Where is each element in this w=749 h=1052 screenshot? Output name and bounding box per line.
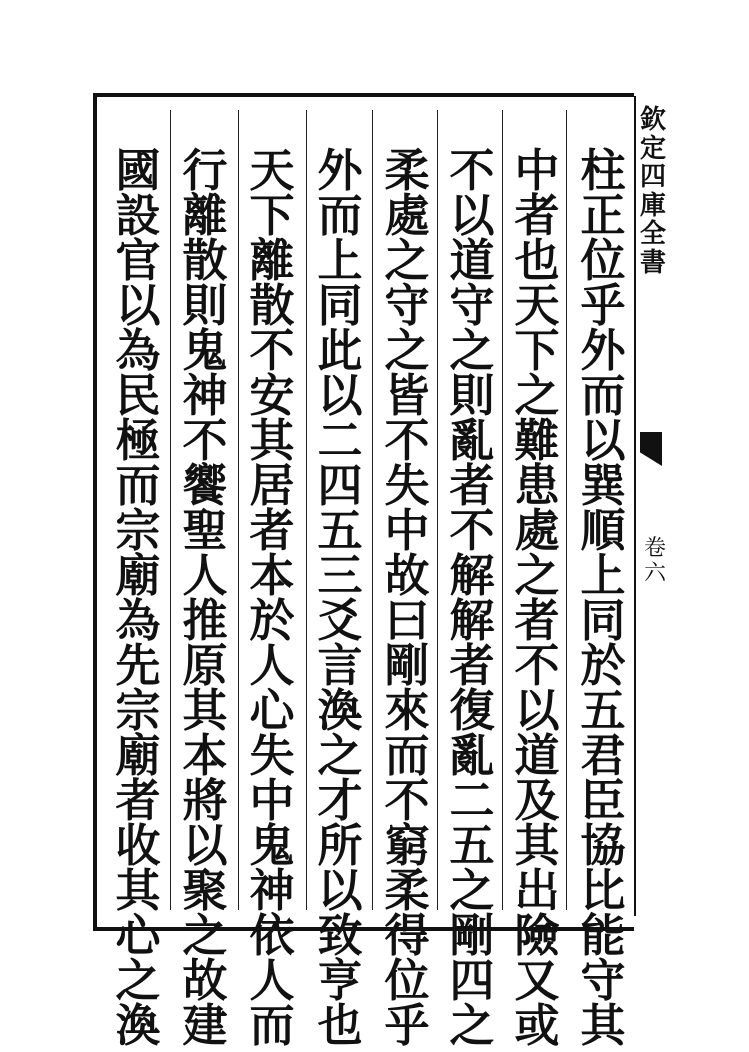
column-char: 極 — [115, 414, 161, 467]
column-char: 心 — [115, 909, 161, 962]
column-char: 者 — [249, 504, 295, 557]
column-char: 曰 — [384, 594, 430, 647]
column-char: 順 — [580, 504, 626, 557]
column-char: 守 — [384, 279, 430, 332]
column-char: 者 — [115, 774, 161, 827]
column-char: 患 — [514, 459, 560, 512]
column-char: 離 — [249, 234, 295, 287]
column-char: 宗 — [115, 504, 161, 557]
margin-char: 庫 — [640, 190, 667, 221]
column-char: 之 — [115, 954, 161, 1007]
column-char: 位 — [580, 234, 626, 287]
column-char: 以 — [182, 819, 228, 872]
column-char: 五 — [317, 504, 363, 557]
column-char: 也 — [317, 999, 363, 1052]
column-char: 本 — [249, 549, 295, 602]
column-char: 四 — [449, 954, 495, 1007]
column-char: 亂 — [449, 729, 495, 782]
column-rule — [372, 110, 373, 910]
column-char: 正 — [580, 189, 626, 242]
column-char: 者 — [514, 594, 560, 647]
text-column-3 — [444, 144, 500, 1052]
column-char: 乎 — [384, 999, 430, 1052]
column-char: 上 — [317, 234, 363, 287]
column-char: 設 — [115, 189, 161, 242]
column-char: 聖 — [182, 504, 228, 557]
column-char: 解 — [449, 594, 495, 647]
column-rule — [306, 110, 307, 910]
column-char: 居 — [249, 459, 295, 512]
column-char: 宗 — [115, 684, 161, 737]
column-char: 散 — [249, 279, 295, 332]
column-char: 柔 — [384, 144, 430, 197]
column-char: 之 — [449, 999, 495, 1052]
volume-label — [644, 536, 666, 587]
text-column-6 — [244, 144, 300, 1052]
column-char: 不 — [449, 504, 495, 557]
column-rule — [238, 110, 239, 910]
column-char: 乎 — [580, 279, 626, 332]
column-char: 窮 — [384, 819, 430, 872]
column-char: 五 — [580, 684, 626, 737]
column-char: 柱 — [580, 144, 626, 197]
column-char: 其 — [580, 999, 626, 1052]
column-char: 其 — [115, 864, 161, 917]
column-char: 言 — [317, 639, 363, 692]
page-margin — [634, 96, 667, 916]
margin-char: 四 — [640, 162, 667, 193]
column-char: 者 — [449, 459, 495, 512]
column-char: 道 — [449, 234, 495, 287]
column-char: 故 — [182, 954, 228, 1007]
column-char: 致 — [317, 909, 363, 962]
column-char: 四 — [317, 459, 363, 512]
column-char: 聚 — [182, 864, 228, 917]
column-char: 者 — [449, 639, 495, 692]
column-rule — [566, 110, 567, 910]
column-char: 不 — [384, 414, 430, 467]
column-char: 出 — [514, 864, 560, 917]
column-char: 其 — [514, 819, 560, 872]
margin-char: 定 — [640, 133, 667, 164]
column-char: 守 — [580, 954, 626, 1007]
column-char: 比 — [580, 864, 626, 917]
column-char: 剛 — [384, 639, 430, 692]
column-char: 位 — [384, 954, 430, 1007]
column-char: 國 — [115, 144, 161, 197]
column-rule — [170, 110, 171, 910]
column-char: 失 — [249, 729, 295, 782]
column-char: 不 — [449, 144, 495, 197]
column-char: 不 — [514, 639, 560, 692]
column-char: 之 — [514, 549, 560, 602]
column-char: 本 — [182, 729, 228, 782]
column-char: 或 — [514, 999, 560, 1052]
column-char: 臣 — [580, 774, 626, 827]
column-char: 之 — [317, 729, 363, 782]
column-char: 協 — [580, 819, 626, 872]
column-char: 建 — [182, 999, 228, 1052]
text-column-7 — [177, 144, 233, 1052]
column-char: 散 — [182, 234, 228, 287]
column-char: 而 — [384, 729, 430, 782]
column-char: 又 — [514, 954, 560, 1007]
column-char: 依 — [249, 909, 295, 962]
text-column-2 — [509, 144, 565, 1052]
column-char: 險 — [514, 909, 560, 962]
column-char: 外 — [580, 324, 626, 377]
margin-rule — [634, 96, 636, 916]
column-char: 則 — [449, 369, 495, 422]
column-char: 亨 — [317, 954, 363, 1007]
margin-char: 書 — [640, 247, 667, 278]
column-char: 失 — [384, 459, 430, 512]
column-char: 皆 — [384, 369, 430, 422]
column-char: 人 — [249, 639, 295, 692]
column-char: 之 — [514, 369, 560, 422]
column-char: 其 — [182, 684, 228, 737]
column-char: 同 — [317, 279, 363, 332]
text-column-5 — [312, 144, 368, 1052]
column-char: 處 — [384, 189, 430, 242]
column-char: 才 — [317, 774, 363, 827]
column-char: 中 — [514, 144, 560, 197]
column-char: 心 — [249, 684, 295, 737]
column-char: 能 — [580, 909, 626, 962]
column-char: 不 — [182, 414, 228, 467]
column-char: 三 — [317, 549, 363, 602]
column-char: 而 — [115, 459, 161, 512]
column-char: 渙 — [115, 999, 161, 1052]
column-char: 於 — [580, 639, 626, 692]
column-char: 之 — [384, 234, 430, 287]
column-char: 亂 — [449, 414, 495, 467]
column-char: 先 — [115, 639, 161, 692]
column-char: 天 — [249, 144, 295, 197]
margin-char: 卷 — [644, 536, 667, 561]
margin-char: 欽 — [640, 105, 667, 135]
column-char: 二 — [317, 414, 363, 467]
column-char: 於 — [249, 594, 295, 647]
text-column-1 — [575, 144, 631, 1052]
column-char: 守 — [449, 279, 495, 332]
column-char: 柔 — [384, 864, 430, 917]
column-rule — [502, 110, 503, 910]
column-char: 為 — [115, 594, 161, 647]
column-char: 之 — [384, 324, 430, 377]
column-char: 則 — [182, 279, 228, 332]
column-char: 之 — [449, 324, 495, 377]
column-char: 行 — [182, 144, 228, 197]
column-char: 以 — [580, 414, 626, 467]
column-char: 以 — [317, 369, 363, 422]
column-char: 以 — [514, 684, 560, 737]
column-char: 而 — [317, 189, 363, 242]
column-char: 所 — [317, 819, 363, 872]
column-char: 同 — [580, 594, 626, 647]
column-char: 鬼 — [182, 324, 228, 377]
column-char: 故 — [384, 549, 430, 602]
column-char: 來 — [384, 684, 430, 737]
column-char: 不 — [249, 324, 295, 377]
column-char: 人 — [182, 549, 228, 602]
column-char: 難 — [514, 414, 560, 467]
column-char: 廟 — [115, 549, 161, 602]
column-char: 得 — [384, 909, 430, 962]
fish-tail-mark — [640, 432, 662, 466]
column-char: 不 — [384, 774, 430, 827]
margin-char: 六 — [644, 561, 667, 587]
column-char: 君 — [580, 729, 626, 782]
column-char: 道 — [514, 729, 560, 782]
column-char: 處 — [514, 504, 560, 557]
column-char: 神 — [249, 864, 295, 917]
column-char: 巽 — [580, 459, 626, 512]
column-char: 二 — [449, 774, 495, 827]
column-char: 中 — [249, 774, 295, 827]
column-char: 下 — [514, 324, 560, 377]
column-char: 爻 — [317, 594, 363, 647]
column-char: 五 — [449, 819, 495, 872]
column-char: 者 — [514, 189, 560, 242]
column-char: 渙 — [317, 684, 363, 737]
column-char: 剛 — [449, 909, 495, 962]
book-title-header — [640, 106, 666, 278]
column-char: 下 — [249, 189, 295, 242]
column-char: 而 — [249, 999, 295, 1052]
column-char: 以 — [449, 189, 495, 242]
column-char: 廟 — [115, 729, 161, 782]
column-char: 也 — [514, 234, 560, 287]
column-char: 收 — [115, 819, 161, 872]
column-char: 為 — [115, 324, 161, 377]
column-char: 解 — [449, 549, 495, 602]
column-char: 人 — [249, 954, 295, 1007]
column-char: 鬼 — [249, 819, 295, 872]
column-char: 安 — [249, 369, 295, 422]
column-char: 以 — [317, 864, 363, 917]
column-char: 神 — [182, 369, 228, 422]
column-char: 民 — [115, 369, 161, 422]
column-char: 推 — [182, 594, 228, 647]
text-column-4 — [379, 144, 435, 1052]
column-char: 官 — [115, 234, 161, 287]
column-char: 之 — [182, 909, 228, 962]
column-rule — [437, 110, 438, 910]
column-char: 及 — [514, 774, 560, 827]
column-char: 其 — [249, 414, 295, 467]
column-char: 中 — [384, 504, 430, 557]
column-char: 上 — [580, 549, 626, 602]
text-column-8 — [110, 144, 166, 1052]
column-char: 外 — [317, 144, 363, 197]
column-char: 復 — [449, 684, 495, 737]
column-char: 將 — [182, 774, 228, 827]
column-char: 而 — [580, 369, 626, 422]
column-char: 原 — [182, 639, 228, 692]
column-char: 以 — [115, 279, 161, 332]
column-char: 饗 — [182, 459, 228, 512]
column-char: 離 — [182, 189, 228, 242]
column-char: 之 — [449, 864, 495, 917]
column-char: 天 — [514, 279, 560, 332]
margin-char: 全 — [640, 219, 667, 250]
column-char: 此 — [317, 324, 363, 377]
